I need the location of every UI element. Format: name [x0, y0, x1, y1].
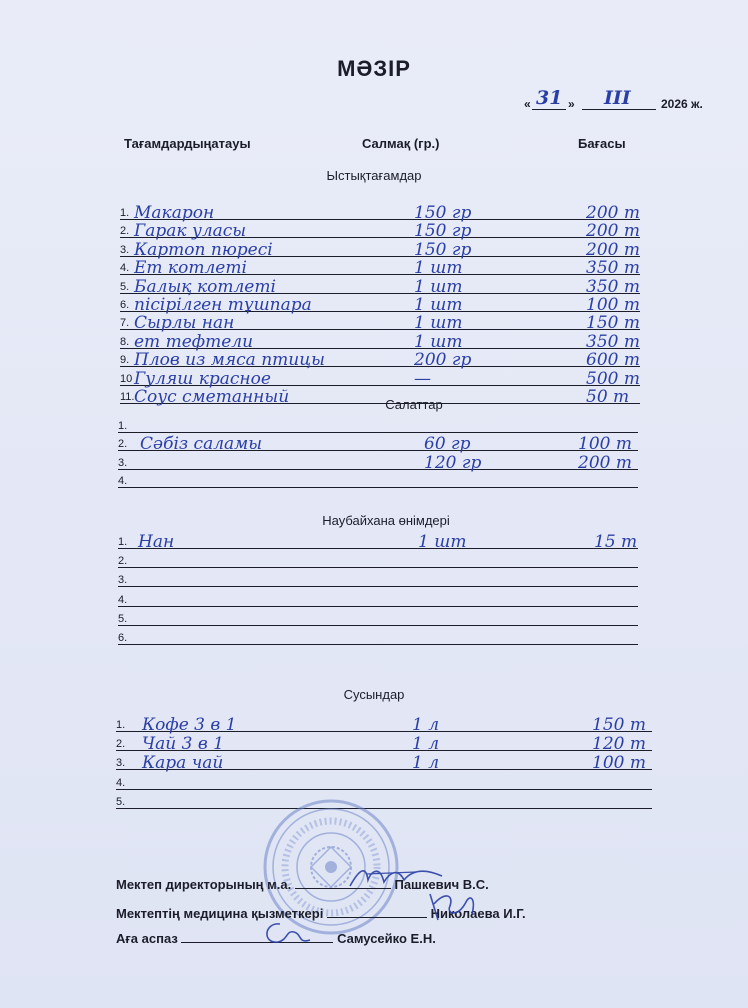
bakery-row [118, 626, 638, 648]
chef-name: Самусейко Е.Н. [337, 931, 436, 946]
handwritten-signature-icon [426, 888, 486, 924]
dish-price: 100 т [592, 753, 646, 774]
row-number: 4. [118, 475, 128, 488]
dish-price: 200 т [578, 452, 632, 473]
dish-name: Гуляш красное [134, 368, 271, 389]
dish-name: Кофе 3 в 1 [142, 715, 237, 735]
row-number: 4. [116, 776, 126, 789]
row-number: 2. [118, 438, 128, 451]
row-number: 3. [118, 456, 128, 469]
dish-name: Нан [138, 532, 175, 552]
column-header-name: Тағамдардыңатауы [124, 136, 251, 151]
dish-price: 200 т [586, 203, 640, 223]
section-title-salads: Салаттар [385, 397, 443, 412]
row-number: 3. [118, 574, 128, 587]
row-number: 5. [118, 612, 128, 625]
dish-price: 150 т [586, 313, 640, 334]
dish-name: ет тефтели [134, 331, 254, 352]
row-number: 4. [120, 262, 130, 275]
dish-weight: 1 шт [414, 331, 463, 352]
row-number: 1. [120, 207, 130, 219]
dish-price: 100 т [586, 295, 640, 315]
row-number: 5. [120, 280, 130, 293]
dish-weight: 1 шт [414, 313, 463, 334]
row-number: 2. [118, 555, 128, 568]
hot-dishes-row [120, 385, 640, 407]
nurse-label: Мектептің медицина қызметкері [116, 906, 324, 921]
dish-name: Чай 3 в 1 [142, 734, 224, 755]
dish-price: 120 т [592, 734, 646, 755]
dish-name: Сәбіз саламы [140, 434, 263, 455]
date-day: 31 [536, 87, 563, 109]
column-header-price: Бағасы [578, 136, 626, 151]
dish-weight: 1 шт [418, 532, 467, 552]
date-field [524, 88, 724, 114]
dish-weight: 1 л [412, 734, 440, 755]
section-title-hot-dishes: Ыстықтағамдар [326, 168, 422, 183]
row-number: 3. [116, 757, 126, 770]
dish-weight: 150 гр [414, 239, 472, 260]
row-number: 6. [118, 632, 128, 644]
row-number: 7. [120, 317, 130, 330]
row-number: 8. [120, 335, 130, 348]
director-name: Пашкевич В.С. [394, 877, 489, 892]
row-number: 1. [116, 719, 126, 731]
handwritten-signature-icon [258, 918, 318, 948]
dish-weight: 1 шт [414, 276, 463, 297]
row-number: 3. [120, 243, 130, 256]
dish-price: 350 т [586, 276, 640, 297]
dish-name: Картоп пюресі [134, 239, 273, 260]
salads-row [118, 469, 638, 491]
dish-name: Гарак уласы [134, 221, 247, 242]
dish-weight: 200 гр [414, 350, 472, 371]
nurse-name: Николаева И.Г. [430, 906, 526, 921]
dish-weight: 1 шт [414, 295, 463, 315]
dish-name: Балық котлеті [134, 276, 276, 297]
row-number: 1. [118, 536, 128, 548]
dish-name: Кара чай [142, 753, 224, 774]
dish-price: 200 т [586, 239, 640, 260]
section-title-bakery: Наубайхана өнімдері [322, 513, 450, 528]
dish-price: 350 т [586, 331, 640, 352]
dish-price: 600 т [586, 350, 640, 371]
chef-label: Аға аспаз [116, 931, 178, 946]
dish-price: 200 т [586, 221, 640, 242]
date-month: III [604, 87, 631, 109]
dish-name: Макарон [134, 203, 215, 223]
dish-weight: 60 гр [424, 434, 471, 455]
dish-weight: 150 гр [414, 203, 472, 223]
row-number: 5. [116, 795, 126, 808]
dish-price: 15 т [594, 532, 638, 552]
dish-price: 100 т [578, 434, 632, 455]
dish-weight: — [414, 368, 431, 389]
dish-weight: 1 л [412, 715, 440, 735]
row-number: 2. [120, 225, 130, 238]
date-year: 2026 ж. [661, 97, 703, 111]
dish-name: Сырлы нан [134, 313, 235, 334]
date-open-quote: « [524, 97, 531, 111]
row-number: 11. [120, 391, 135, 403]
dish-name: Соус сметанный [134, 387, 290, 407]
dish-weight: 150 гр [414, 221, 472, 242]
dish-name: Плов из мяса птицы [134, 350, 325, 371]
dish-name: пісірілген тұшпара [134, 295, 312, 315]
page-title: МӘЗІР [337, 56, 411, 81]
section-title-drinks: Сусындар [343, 687, 405, 702]
dish-weight: 1 л [412, 753, 440, 774]
row-number: 1. [118, 420, 128, 432]
row-number: 10 [120, 372, 133, 385]
dish-price: 150 т [592, 715, 646, 735]
row-number: 2. [116, 738, 126, 751]
dish-price: 350 т [586, 258, 640, 279]
date-day-underline [532, 109, 566, 110]
row-underline [118, 644, 638, 645]
dish-price: 50 т [586, 387, 630, 407]
director-label: Мектеп директорының м.а. [116, 877, 292, 892]
dish-name: Ет котлеті [134, 258, 247, 279]
date-close-quote: » [568, 97, 575, 111]
dish-weight: 120 гр [424, 452, 482, 473]
column-header-weight: Салмақ (гр.) [362, 136, 440, 151]
nurse-signature-underline [327, 905, 427, 918]
row-number: 4. [118, 593, 128, 606]
row-underline [118, 487, 638, 488]
date-month-underline [582, 109, 656, 110]
row-number: 9. [120, 354, 130, 367]
dish-weight: 1 шт [414, 258, 463, 279]
row-number: 6. [120, 299, 130, 311]
dish-price: 500 т [586, 368, 640, 389]
